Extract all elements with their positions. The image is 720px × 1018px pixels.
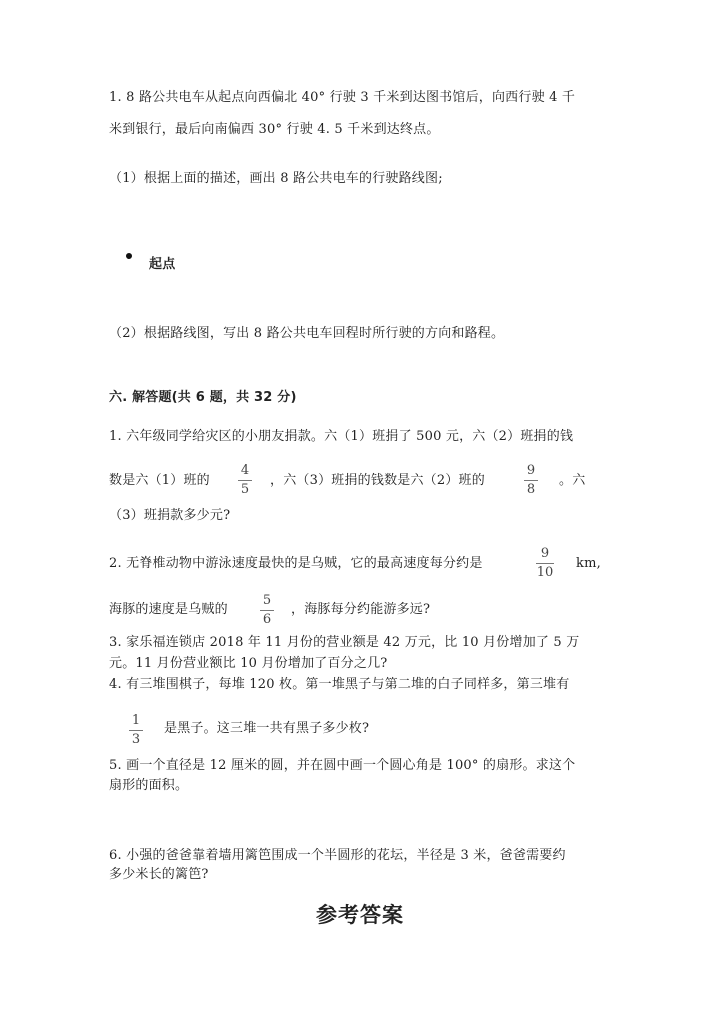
- fraction-bar: [238, 480, 252, 481]
- question-text: 是黑子。这三堆一共有黑子多少枚?: [164, 721, 370, 736]
- fraction-numerator: 9: [526, 463, 536, 478]
- question-text: 元。11 月份营业额比 10 月份增加了百分之几?: [109, 656, 388, 671]
- fraction-denominator: 10: [536, 565, 554, 580]
- problem-text: 米到银行，最后向南偏西 30° 行驶 4. 5 千米到达终点。: [109, 122, 440, 137]
- fraction-numerator: 4: [240, 463, 250, 478]
- question-text: 。六: [559, 473, 586, 488]
- fraction: [129, 713, 143, 748]
- fraction: [524, 463, 538, 498]
- fraction: [260, 593, 274, 628]
- question-text: km,: [576, 556, 601, 571]
- question-text: 5. 画一个直径是 12 厘米的圆，并在圆中画一个圆心角是 100° 的扇形。求这个: [109, 758, 576, 773]
- question-text: 6. 小强的爸爸靠着墙用篱笆围成一个半圆形的花坛，半径是 3 米，爸爸需要约: [109, 848, 566, 863]
- question-text: ，六（3）班捐的钱数是六（2）班的: [270, 473, 485, 488]
- fraction-numerator: 9: [540, 546, 550, 561]
- question-text: 3. 家乐福连锁店 2018 年 11 月份的营业额是 42 万元，比 10 月份增加了 5 万: [109, 635, 580, 650]
- fraction-denominator: 6: [262, 612, 272, 627]
- sub-question: （2）根据路线图，写出 8 路公共电车回程时所行驶的方向和路程。: [109, 326, 505, 341]
- fraction-numerator: 1: [131, 713, 141, 728]
- fraction: [238, 463, 252, 498]
- question-text: 多少米长的篱笆?: [109, 867, 209, 882]
- question-text: 1. 六年级同学给灾区的小朋友捐款。六（1）班捐了 500 元，六（2）班捐的钱: [109, 429, 574, 444]
- fraction-denominator: 8: [526, 482, 536, 497]
- question-text: 2. 无脊椎动物中游泳速度最快的是乌贼，它的最高速度每分约是: [109, 556, 483, 571]
- fraction-denominator: 3: [131, 732, 141, 747]
- start-point-dot: [126, 253, 132, 259]
- fraction-bar: [524, 480, 538, 481]
- question-text: 海豚的速度是乌贼的: [109, 602, 228, 617]
- fraction-bar: [129, 730, 143, 731]
- fraction: [536, 546, 554, 581]
- fraction-denominator: 5: [240, 482, 250, 497]
- problem-text: 1. 8 路公共电车从起点向西偏北 40° 行驶 3 千米到达图书馆后，向西行驶 4 千: [109, 90, 576, 105]
- question-text: （3）班捐款多少元?: [109, 508, 231, 523]
- question-text: 4. 有三堆围棋子，每堆 120 枚。第一堆黑子与第二堆的白子同样多，第三堆有: [109, 677, 570, 692]
- question-text: ，海豚每分约能游多远?: [291, 602, 431, 617]
- question-text: 数是六（1）班的: [109, 473, 210, 488]
- question-text: 扇形的面积。: [109, 778, 189, 793]
- sub-question: （1）根据上面的描述，画出 8 路公共电车的行驶路线图;: [109, 171, 443, 186]
- start-label: 起点: [149, 257, 176, 272]
- fraction-bar: [536, 563, 554, 564]
- fraction-numerator: 5: [262, 593, 272, 608]
- section-heading: 六. 解答题(共 6 题，共 32 分): [109, 390, 297, 405]
- answers-title: 参考答案: [316, 903, 404, 927]
- fraction-bar: [260, 610, 274, 611]
